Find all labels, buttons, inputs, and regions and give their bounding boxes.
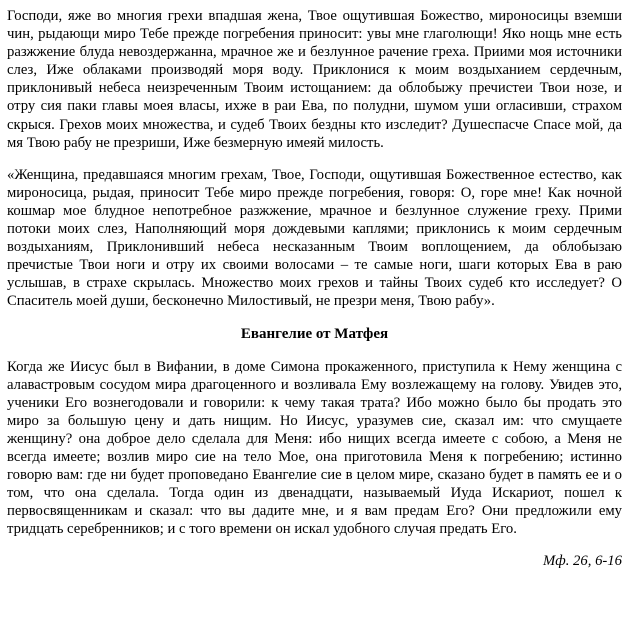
paragraph-gospel-text: Когда же Иисус был в Вифании, в доме Симона прокаженного, приступила к Нему женщина с алавастровым сосудом мира драгоценного и возливала Ему возлежащему на голову. Увидев это, ученики Его вознегодовали и говорили: к чему такая трата? Ибо можно было бы продать это миро за большую цену и дать нищим. Но Иисус, уразумев сие, сказал им: что смущаете женщину? она доброе дело сделала для Меня: ибо нищих всегда имеете с собою, а Меня не всегда имеете; возлив миро сие на тело Мое, она приготовила Меня к погребению; истинно говорю вам: где ни будет проповедано Евангелие сие в целом мире, сказано будет в память ее и о том, что она сделала. Тогда один из двенадцати, называемый Иуда Искариот, пошел к первосвященникам и сказал: что вы дадите мне, и я вам предам Его? Они предложили ему тридцать серебренников; и с того времени он искал удобного случая предать Его. (7, 358, 622, 538)
paragraph-prayer-translation: «Женщина, предавшаяся многим грехам, Твое, Господи, ощутившая Божественное естество, как мироносица, рыдая, приносит Тебе миро прежде погребения, говоря: О, горе мне! Как ночной кошмар мое блудное непотребное разжжение, мрачное и безлунное служение греху. Прими потоки моих слез, Наполняющий моря дождевыми каплями; приклонись к моим сердечным воздыханиям, Приклонивший небеса несказанным Твоим воплощением, да облобызаю пречистые Твои ноги и отру их своими волосами – те самые ноги, шаги которых Ева в раю услышав, в страхе скрылась. Множество моих грехов и тайны Твоих судеб кто исследует? О Спаситель моей души, бесконечно Милостивый, не презри меня, Твою рабу». (7, 166, 622, 310)
section-heading-gospel: Евангелие от Матфея (240, 325, 389, 342)
scripture-reference: Мф. 26, 6-16 (543, 553, 622, 570)
paragraph-prayer-church-slavonic: Господи, яже во многия грехи впадшая жена, Твое ощутившая Божество, мироносицы вземши чин, рыдающи миро Тебе прежде погребения приносит: увы мне глаголющи! Яко нощь мне есть разжжение блуда невоздержанна, мрачное же и безлунное рачение греха. Приими моя источники слез, Иже облаками производяй моря воду. Приклонися к моим воздыханием сердечным, приклонивый небеса неизреченным Твоим истощанием: да облобыжу пречистеи Твои нозе, и отру сия паки главы моея власы, ихже в раи Ева, по полудни, шумом уши огласивши, страхом скрыся. Грехов моих множества, и судеб Твоих бездны кто изследит? Душеспасче Спасе мой, да мя Твою рабу не презриши, Иже безмерную имеяй милость. (7, 8, 622, 151)
